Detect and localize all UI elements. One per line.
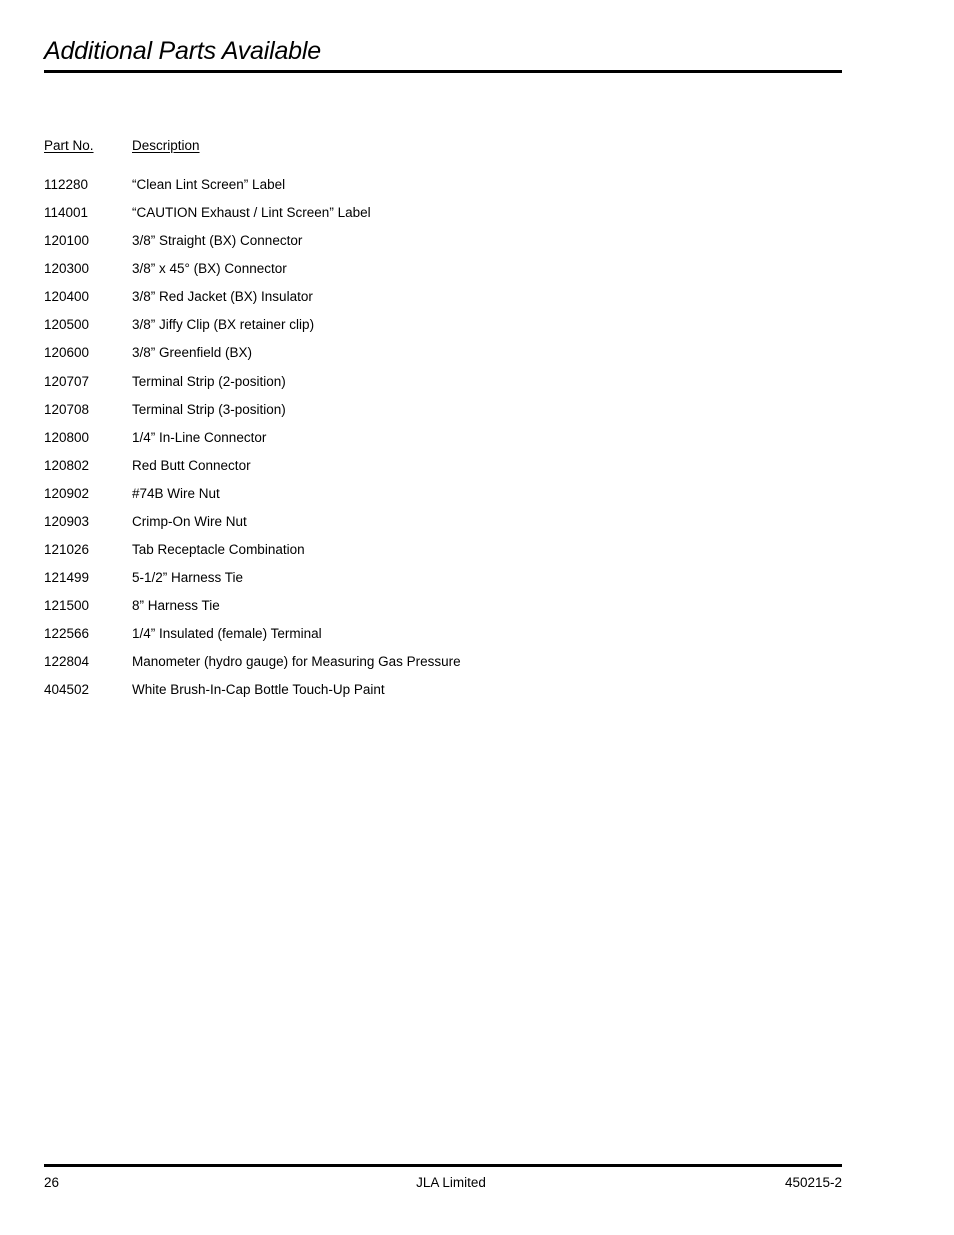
table-row: [44, 373, 744, 401]
part-number: 120800: [44, 429, 90, 445]
part-number: 121026: [44, 542, 90, 558]
part-number: 120100: [44, 233, 90, 249]
part-no-header-cell: [44, 137, 132, 155]
document-number: 450215-2: [784, 1175, 842, 1190]
part-description: Crimp-On Wire Nut: [132, 513, 247, 529]
table-row: [44, 344, 744, 372]
table-row: [44, 204, 744, 232]
title-divider: [44, 70, 842, 73]
table-row: [44, 625, 744, 653]
part-description: 3/8” Red Jacket (BX) Insulator: [132, 289, 313, 305]
part-number: 120903: [44, 513, 90, 529]
parts-table: [44, 137, 744, 709]
table-row: [44, 569, 744, 597]
table-row: [44, 513, 744, 541]
company-name: JLA Limited: [416, 1175, 486, 1190]
part-number: 121500: [44, 598, 90, 614]
part-number: 122566: [44, 626, 90, 642]
part-number: 404502: [44, 682, 90, 698]
footer-divider: [44, 1164, 842, 1167]
table-row: [44, 429, 744, 457]
part-number: 120300: [44, 261, 90, 277]
part-description: Terminal Strip (2-position): [132, 373, 286, 389]
part-number: 120707: [44, 373, 90, 389]
table-row: [44, 485, 744, 513]
part-number: 120902: [44, 485, 90, 501]
part-number: 114001: [44, 205, 89, 221]
table-row: [44, 457, 744, 485]
part-description: 5-1/2” Harness Tie: [132, 570, 244, 586]
part-description: 3/8” x 45° (BX) Connector: [132, 261, 287, 277]
part-description: 3/8” Straight (BX) Connector: [132, 233, 303, 249]
part-description: 3/8” Greenfield (BX): [132, 345, 253, 361]
table-row: [44, 260, 744, 288]
part-description: White Brush-In-Cap Bottle Touch-Up Paint: [132, 682, 385, 698]
part-description: #74B Wire Nut: [132, 485, 220, 501]
part-description: 8” Harness Tie: [132, 598, 220, 614]
part-number: 122804: [44, 654, 90, 670]
description-header: Description: [132, 138, 200, 153]
part-description: 1/4” Insulated (female) Terminal: [132, 626, 322, 642]
table-row: [44, 232, 744, 260]
table-header-row: [44, 137, 744, 157]
table-row: [44, 316, 744, 344]
part-number: 120500: [44, 317, 90, 333]
page-number: 26: [44, 1175, 60, 1190]
table-row: [44, 653, 744, 681]
part-description: Terminal Strip (3-position): [132, 401, 286, 417]
part-no-header: Part No.: [44, 138, 94, 153]
part-number: 112280: [44, 177, 89, 192]
page-footer: [44, 1174, 842, 1192]
part-number: 120708: [44, 401, 90, 417]
table-row: [44, 541, 744, 569]
part-description: “Clean Lint Screen” Label: [132, 177, 286, 192]
part-description: Manometer (hydro gauge) for Measuring Gas Pressure: [132, 654, 461, 670]
part-description: “CAUTION Exhaust / Lint Screen” Label: [132, 205, 371, 221]
part-number: 120802: [44, 457, 90, 473]
table-row: [44, 681, 744, 709]
part-number: 120600: [44, 345, 90, 361]
part-description: 1/4” In-Line Connector: [132, 429, 267, 445]
part-number: 120400: [44, 289, 90, 305]
part-description: 3/8” Jiffy Clip (BX retainer clip): [132, 317, 315, 333]
page-title: Additional Parts Available: [44, 37, 321, 65]
part-description: Tab Receptacle Combination: [132, 542, 305, 558]
table-row: [44, 176, 744, 204]
part-description: Red Butt Connector: [132, 457, 251, 473]
part-number: 121499: [44, 570, 90, 586]
table-row: [44, 288, 744, 316]
description-header-cell: [132, 137, 744, 155]
table-row: [44, 401, 744, 429]
table-row: [44, 597, 744, 625]
